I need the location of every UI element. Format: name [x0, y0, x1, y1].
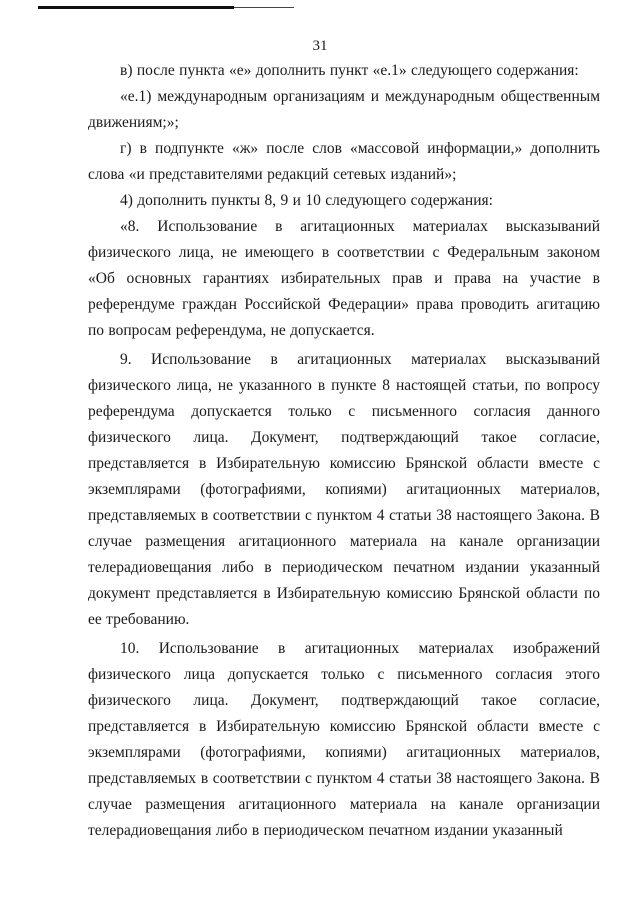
scan-edge-rule	[38, 6, 234, 9]
document-body	[88, 58, 600, 844]
paragraph-amendment-4: 4) дополнить пункты 8, 9 и 10 следующего содержания:	[120, 192, 493, 209]
paragraph-point-8: «8. Использование в агитационных материалах высказываний физического лица, не имеющего в соответствии с Федеральным законом «Об основных гарантиях избирательных прав и права на участие в референдуме граждан Российской Федерации» права проводить агитацию по вопросам референдума, не допускается.	[88, 218, 600, 339]
page-number: 31	[312, 38, 328, 54]
paragraph-amendment-v: в) после пункта «е» дополнить пункт «е.1» следующего содержания:	[120, 62, 579, 79]
paragraph-point-10: 10. Использование в агитационных материалах изображений физического лица допускается только с письменного согласия этого физического лица. Документ, подтверждающий такое согласие, представляется в Избирательную комиссию Брянской области вместе с экземплярами (фотографиями, копиями) агитационных материалов, представляемых в соответствии с пунктом 4 статьи 38 настоящего Закона. В случае размещения агитационного материала на канале организации телерадиовещания либо в периодическом печатном издании указанный	[88, 640, 600, 839]
paragraph-item-e1: «е.1) международным организациям и международным общественным движениям;»;	[88, 88, 600, 131]
scan-edge-rule-thin	[234, 7, 294, 8]
paragraph-point-9: 9. Использование в агитационных материалах высказываний физического лица, не указанного в пункте 8 настоящей статьи, по вопросу референдума допускается только с письменного согласия данного физического лица. Документ, подтверждающий такое согласие, представляется в Избирательную комиссию Брянской области вместе с экземплярами (фотографиями, копиями) агитационных материалов, представляемых в соответствии с пунктом 4 статьи 38 настоящего Закона. В случае размещения агитационного материала на канале организации телерадиовещания либо в периодическом печатном издании указанный документ представляется в Избирательную комиссию Брянской области по ее требованию.	[88, 351, 600, 628]
paragraph-amendment-g: г) в подпункте «ж» после слов «массовой информации,» дополнить слова «и представителями редакций сетевых изданий»;	[88, 140, 600, 183]
